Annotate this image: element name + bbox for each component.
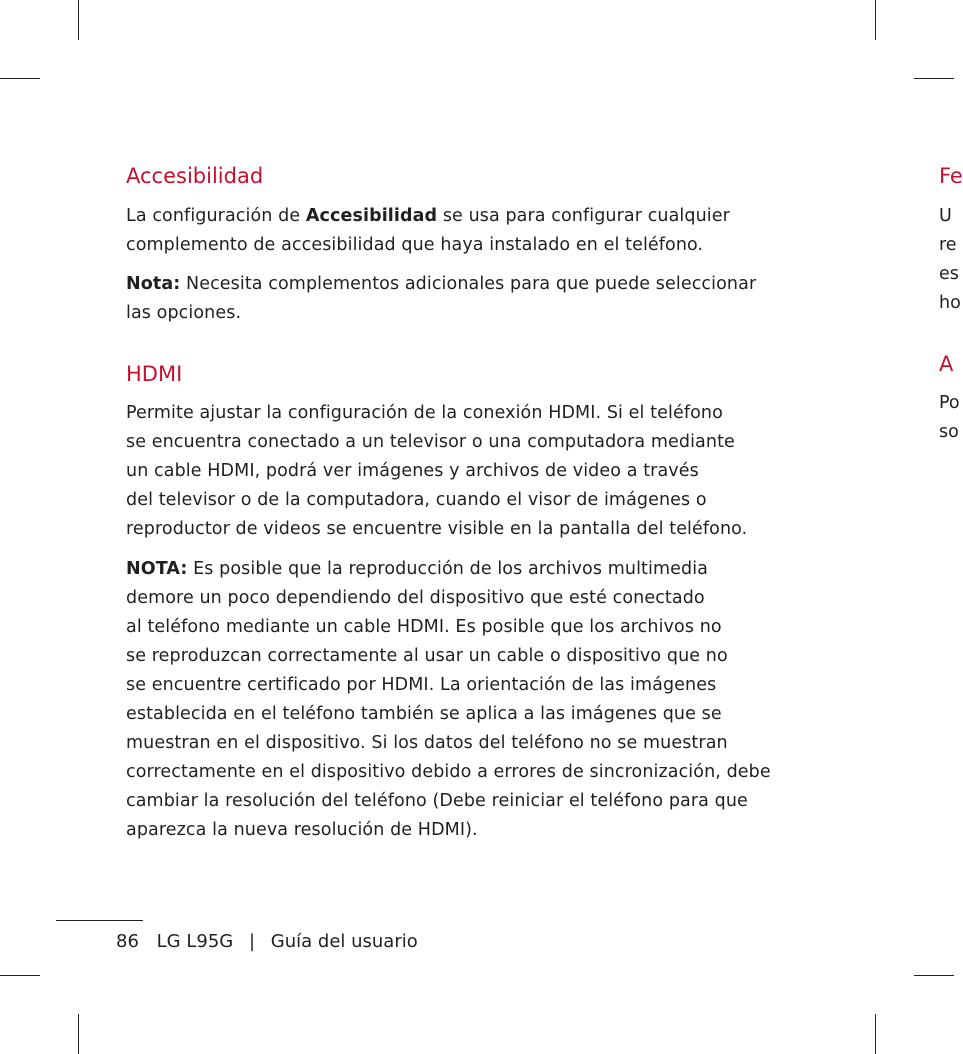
paragraph-line: demore un poco dependiendo del dispositivo que esté conectado (126, 588, 705, 608)
facing-heading: A (939, 352, 954, 376)
note-label: NOTA: (126, 559, 188, 579)
paragraph-line: reproductor de videos se encuentre visible en la pantalla del teléfono. (126, 519, 748, 539)
facing-heading: Fe (939, 164, 963, 188)
paragraph-line: un cable HDMI, podrá ver imágenes y archivos de video a través (126, 461, 699, 481)
facing-line: ho (939, 293, 961, 313)
facing-line: so (939, 422, 959, 442)
paragraph-line: Permite ajustar la configuración de la conexión HDMI. Si el teléfono (126, 403, 723, 423)
hdmi-paragraph (126, 399, 747, 544)
crop-mark (875, 0, 876, 40)
facing-line: Po (939, 393, 960, 413)
crop-mark (914, 975, 954, 976)
facing-line: U (939, 206, 952, 226)
paragraph-line: aparezca la nueva resolución de HDMI). (126, 820, 478, 840)
paragraph-line (126, 555, 771, 584)
crop-mark (0, 975, 40, 976)
crop-mark (914, 78, 954, 79)
paragraph-line: las opciones. (126, 303, 242, 323)
footer-rule (56, 920, 143, 921)
text-run: La configuración de (126, 206, 306, 226)
guide-title: Guía del usuario (270, 931, 418, 952)
paragraph-line: complemento de accesibilidad que haya instalado en el teléfono. (126, 235, 704, 255)
paragraph-line: se encuentre certificado por HDMI. La orientación de las imágenes (126, 675, 717, 695)
accesibilidad-note (126, 270, 756, 328)
text-run: Necesita complementos adicionales para que puede seleccionar (180, 274, 757, 294)
paragraph-line: al teléfono mediante un cable HDMI. Es posible que los archivos no (126, 617, 722, 637)
page-footer (116, 930, 418, 954)
paragraph-line: establecida en el teléfono también se aplica a las imágenes que se (126, 704, 722, 724)
paragraph-line: cambiar la resolución del teléfono (Debe reiniciar el teléfono para que (126, 791, 748, 811)
section-heading-hdmi: HDMI (126, 362, 183, 386)
footer-separator: | (248, 931, 256, 952)
crop-mark (78, 0, 79, 40)
accesibilidad-paragraph (126, 202, 730, 260)
hdmi-note (126, 555, 771, 845)
facing-line: es (939, 264, 959, 284)
paragraph-line: muestran en el dispositivo. Si los datos del teléfono no se muestran (126, 733, 728, 753)
model-name: LG L95G (156, 931, 234, 952)
page-number: 86 (116, 931, 139, 952)
paragraph-line: se reproduzcan correctamente al usar un cable o dispositivo que no (126, 646, 728, 666)
paragraph-line (126, 202, 730, 231)
crop-mark (78, 1014, 79, 1054)
note-label: Nota: (126, 274, 181, 294)
crop-mark (0, 78, 40, 79)
crop-mark (875, 1014, 876, 1054)
text-run: se usa para configurar cualquier (437, 206, 730, 226)
paragraph-line: se encuentra conectado a un televisor o una computadora mediante (126, 432, 735, 452)
text-run: Es posible que la reproducción de los archivos multimedia (187, 559, 708, 579)
section-heading-accesibilidad: Accesibilidad (126, 164, 264, 188)
facing-line: re (939, 235, 957, 255)
paragraph-line: correctamente en el dispositivo debido a errores de sincronización, debe (126, 762, 771, 782)
paragraph-line (126, 270, 756, 299)
paragraph-line: del televisor o de la computadora, cuando el visor de imágenes o (126, 490, 707, 510)
bold-term: Accesibilidad (305, 206, 438, 226)
